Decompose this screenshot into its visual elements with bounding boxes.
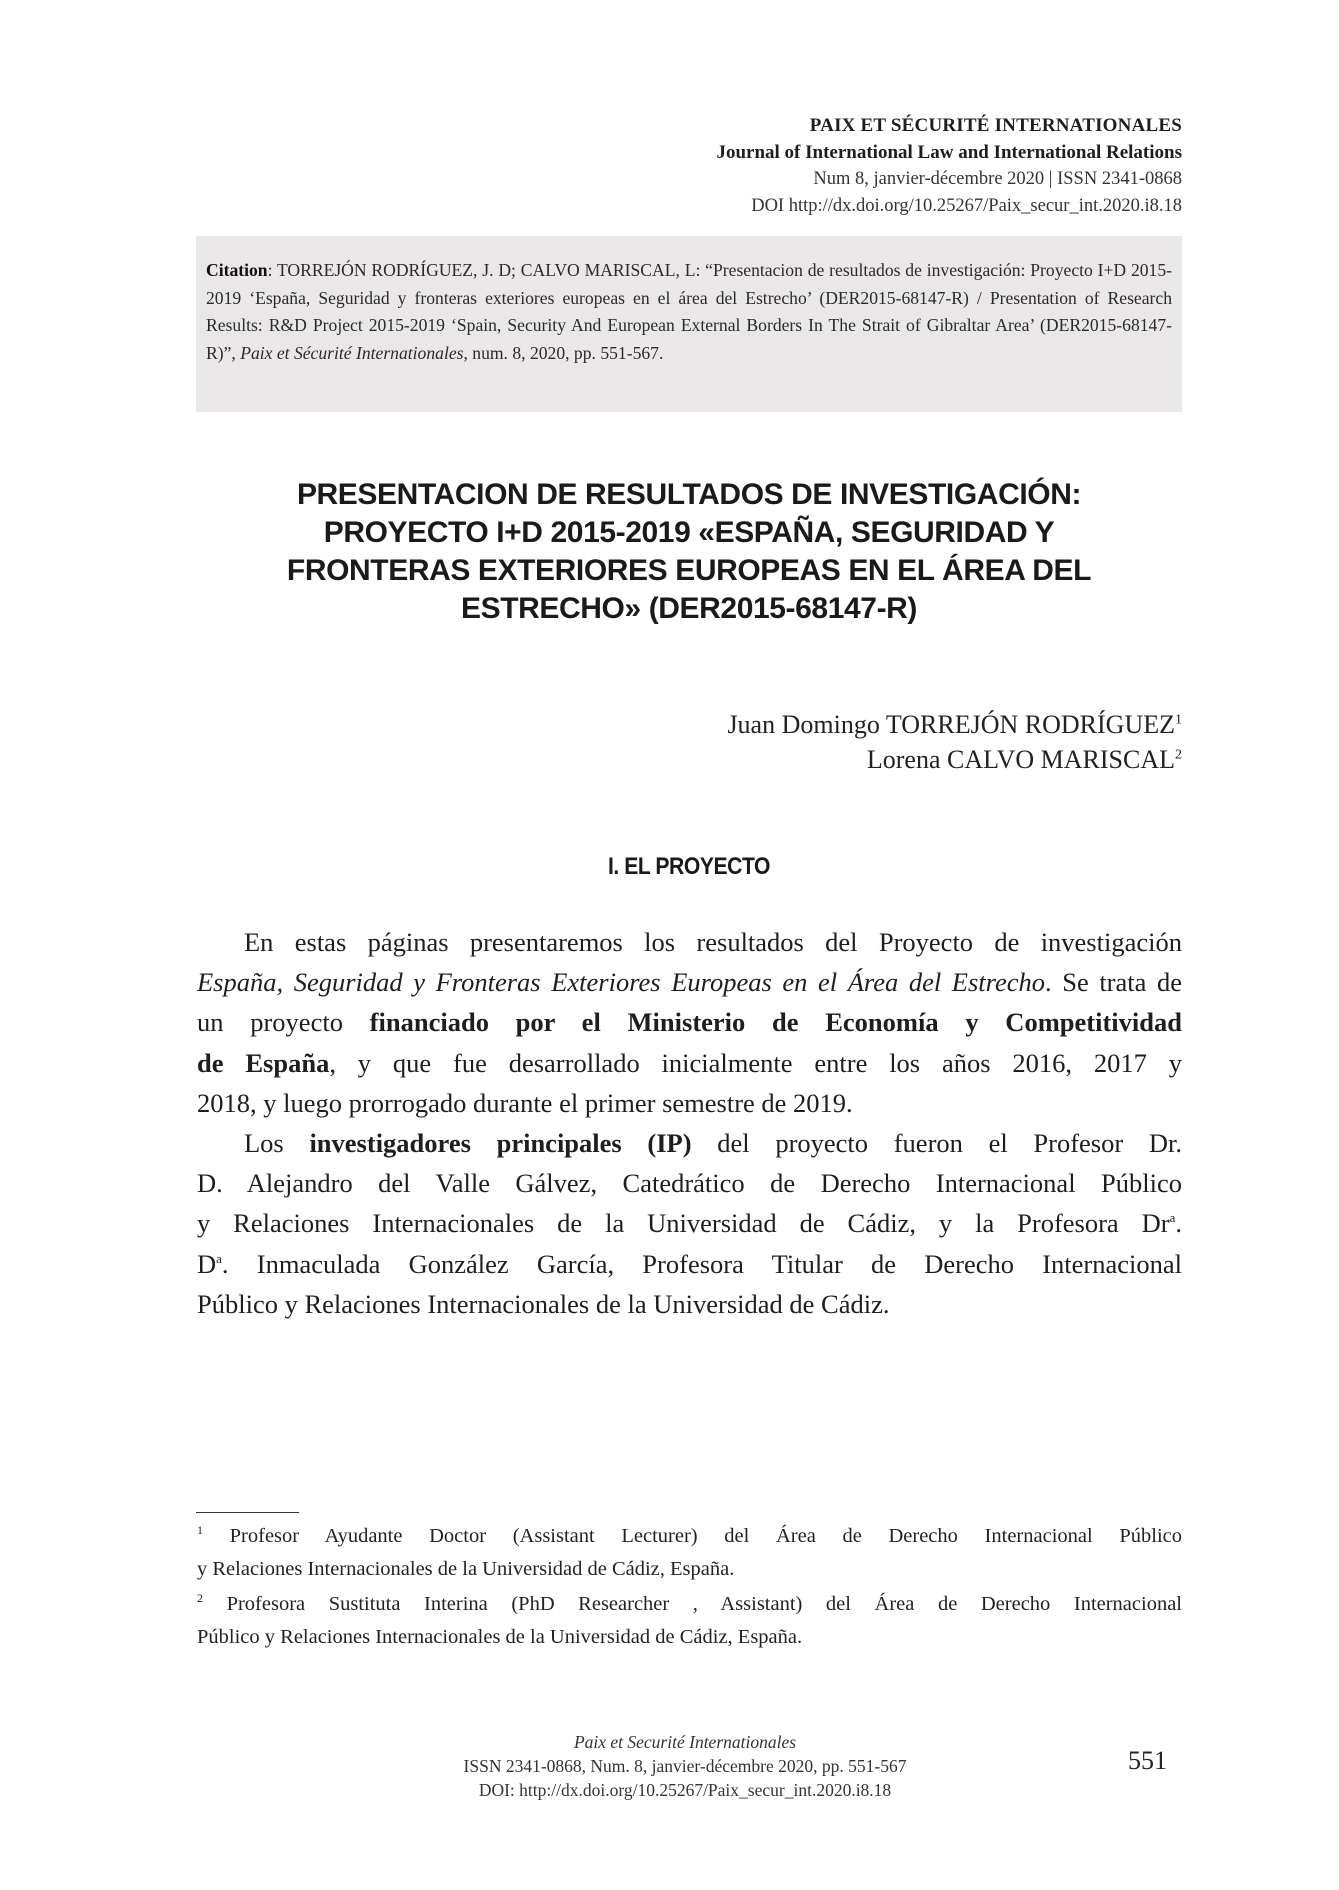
footnote-ref[interactable]: 2 bbox=[1175, 747, 1182, 763]
journal-issue: Num 8, janvier-décembre 2020 | ISSN 2341-0868 bbox=[813, 169, 1182, 189]
text-line bbox=[197, 922, 1182, 962]
text-line bbox=[197, 1083, 1182, 1123]
ordinal-sup: a bbox=[1169, 1210, 1176, 1226]
article-title bbox=[196, 476, 1182, 628]
journal-subtitle: Journal of International Law and International Relations bbox=[716, 142, 1182, 163]
text-span: Público y Relaciones Internacionales de la Universidad de Cádiz. bbox=[197, 1288, 890, 1319]
footer-issn: ISSN 2341-0868, Num. 8, janvier-décembre 2020, pp. 551-567 bbox=[463, 1756, 907, 1776]
text-span: , y que fue desarrollado inicialmente entre los años 2016, 2017 y bbox=[329, 1047, 1182, 1078]
project-title: España, Seguridad y Fronteras Exteriores Europeas en el Área del Estrecho bbox=[197, 967, 1046, 998]
author-name: Lorena CALVO MARISCAL bbox=[866, 745, 1175, 774]
text-line bbox=[197, 1002, 1182, 1042]
author-name: Juan Domingo TORREJÓN RODRÍGUEZ bbox=[727, 710, 1175, 739]
footer-journal: Paix et Securité Internationales bbox=[573, 1732, 797, 1752]
text-span: 2018, y luego prorrogado durante el primer semestre de 2019. bbox=[197, 1087, 853, 1118]
text-line bbox=[197, 1043, 1182, 1083]
text-line bbox=[197, 1284, 1182, 1324]
text-span: D. Alejandro del Valle Gálvez, Catedrático de Derecho Internacional Público bbox=[197, 1168, 1182, 1199]
citation-box bbox=[196, 236, 1182, 412]
footer-doi: DOI: http://dx.doi.org/10.25267/Paix_secur_int.2020.i8.18 bbox=[478, 1780, 892, 1800]
section-heading: I. EL PROYECTO bbox=[607, 853, 771, 880]
text-line bbox=[197, 1163, 1182, 1203]
journal-header bbox=[716, 112, 1182, 220]
title-line: PRESENTACION DE RESULTADOS DE INVESTIGACIÓN: bbox=[296, 478, 1082, 511]
citation-journal: Paix et Sécurité Internationales bbox=[240, 342, 464, 363]
text-span: . bbox=[1175, 1208, 1182, 1239]
footnote-line: y Relaciones Internacionales de la Universidad de Cádiz, España. bbox=[197, 1558, 735, 1580]
text-line bbox=[197, 1203, 1182, 1243]
citation-label: Citation bbox=[206, 260, 268, 280]
footnote bbox=[197, 1520, 1182, 1586]
text-span: . Se trata de bbox=[1045, 967, 1183, 998]
paragraph bbox=[197, 922, 1182, 1123]
text-span: En estas páginas presentaremos los resultados del Proyecto de investigación bbox=[244, 927, 1182, 957]
journal-title: PAIX ET SÉCURITÉ INTERNATIONALES bbox=[809, 115, 1182, 136]
footnote-line bbox=[197, 1588, 1182, 1621]
footnote-text: Profesor Ayudante Doctor (Assistant Lecturer) del Área de Derecho Internacional Público bbox=[203, 1525, 1182, 1547]
ip-emphasis: investigadores principales (IP) bbox=[309, 1128, 692, 1159]
text-span: D bbox=[197, 1248, 217, 1279]
author bbox=[727, 707, 1182, 742]
text-line bbox=[197, 1244, 1182, 1284]
footnote-divider bbox=[196, 1512, 299, 1513]
footnote-marker: 1 bbox=[197, 1523, 203, 1538]
body-text bbox=[197, 922, 1182, 1324]
text-line bbox=[197, 962, 1182, 1002]
citation-tail: , num. 8, 2020, pp. 551-567. bbox=[463, 342, 664, 363]
citation-text bbox=[206, 257, 1172, 367]
ordinal-sup: a bbox=[216, 1250, 222, 1266]
text-span: y Relaciones Internacionales de la Universidad de Cádiz, y la Profesora Dr bbox=[197, 1208, 1170, 1239]
footnote bbox=[197, 1588, 1182, 1654]
funding-emphasis: de España bbox=[197, 1047, 330, 1078]
footnote-marker: 2 bbox=[197, 1591, 203, 1606]
footnote-text: Profesora Sustituta Interina (PhD Researcher , Assistant) del Área de Derecho Internacional bbox=[203, 1593, 1182, 1615]
journal-doi: DOI http://dx.doi.org/10.25267/Paix_secur_int.2020.i8.18 bbox=[751, 196, 1182, 216]
author bbox=[727, 742, 1182, 777]
paragraph bbox=[197, 1123, 1182, 1324]
funding-emphasis: financiado por el Ministerio de Economía y Competitividad bbox=[369, 1007, 1182, 1038]
text-span: . Inmaculada González García, Profesora Titular de Derecho Internacional bbox=[221, 1248, 1182, 1279]
title-line: PROYECTO I+D 2015-2019 «ESPAÑA, SEGURIDAD Y bbox=[323, 516, 1055, 549]
footnote-line: Público y Relaciones Internacionales de la Universidad de Cádiz, España. bbox=[197, 1626, 803, 1648]
title-line: ESTRECHO» (DER2015-68147-R) bbox=[460, 592, 918, 625]
title-line: FRONTERAS EXTERIORES EUROPEAS EN EL ÁREA DEL bbox=[286, 554, 1092, 587]
footnotes bbox=[197, 1520, 1182, 1656]
text-span: un proyecto bbox=[197, 1007, 370, 1038]
page-number: 551 bbox=[1128, 1746, 1167, 1775]
citation-body: : TORREJÓN RODRÍGUEZ, J. D; CALVO MARISCAL, L: “Presentacion de resultados de investigación: Proyecto I+D 2015-2019 ‘España, Seguridad y fronteras exteriores europeas en el área del Estrecho’ (DER2015-68147-R) / Presentation of Research Results: R&D Project 2015-2019 ‘Spain, Security And European External Borders In The Strait of Gibraltar Area’ (DER2015-68147-R)”, bbox=[206, 260, 1172, 363]
footnote-line bbox=[197, 1520, 1182, 1553]
text-line bbox=[197, 1123, 1182, 1163]
text-span: del proyecto fueron el Profesor Dr. bbox=[691, 1128, 1182, 1159]
footnote-ref[interactable]: 1 bbox=[1175, 712, 1182, 728]
text-span: Los bbox=[244, 1128, 310, 1159]
authors bbox=[727, 707, 1182, 777]
page-footer bbox=[400, 1730, 970, 1802]
